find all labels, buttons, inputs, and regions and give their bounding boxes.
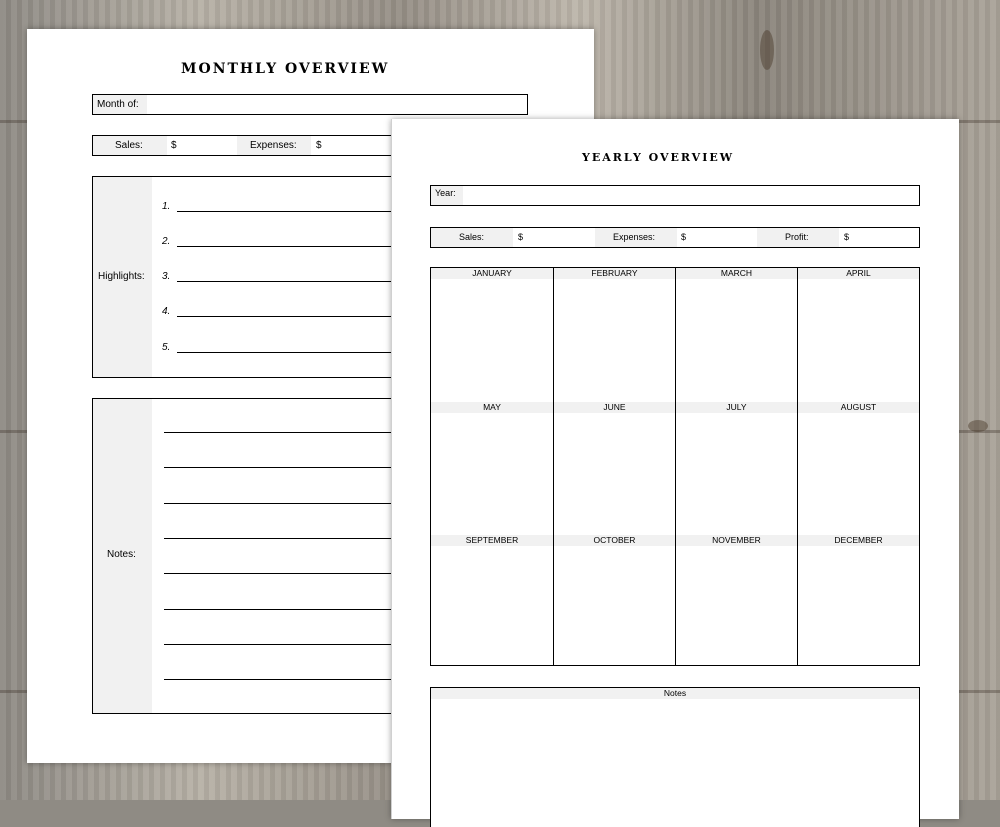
month-label: APRIL [798, 268, 919, 279]
yearly-notes-section[interactable] [430, 687, 920, 827]
monthly-notes-label: Notes: [107, 549, 136, 560]
yearly-totals-row [430, 227, 920, 248]
month-label: MAY [431, 402, 553, 413]
month-label: MARCH [676, 268, 797, 279]
month-cell-march[interactable] [676, 268, 797, 402]
month-cell-april[interactable] [798, 268, 919, 402]
year-label: Year: [435, 188, 456, 198]
highlights-label: Highlights: [98, 271, 145, 282]
month-cell-november[interactable] [676, 535, 797, 665]
month-cell-february[interactable] [554, 268, 675, 402]
yearly-overview-page [391, 119, 959, 819]
highlight-number: 1. [162, 201, 171, 212]
highlight-number: 2. [162, 236, 171, 247]
wood-knot [968, 420, 988, 432]
month-label: OCTOBER [554, 535, 675, 546]
yearly-notes-label: Notes [431, 688, 919, 699]
yearly-sales-label: Sales: [459, 232, 485, 242]
month-cell-september[interactable] [431, 535, 553, 665]
highlight-number: 3. [162, 271, 171, 282]
month-of-label: Month of: [97, 99, 139, 110]
month-cell-january[interactable] [431, 268, 553, 402]
month-label: JANUARY [431, 268, 553, 279]
month-label: JUNE [554, 402, 675, 413]
month-cell-may[interactable] [431, 402, 553, 535]
month-label: NOVEMBER [676, 535, 797, 546]
year-field[interactable] [430, 185, 920, 206]
month-cell-october[interactable] [554, 535, 675, 665]
month-of-field[interactable] [92, 94, 528, 115]
yearly-title: YEARLY OVERVIEW [582, 151, 735, 164]
month-label: FEBRUARY [554, 268, 675, 279]
monthly-sales-input[interactable]: $ [171, 140, 177, 151]
monthly-sales-label: Sales: [115, 140, 143, 151]
yearly-profit-label: Profit: [785, 232, 809, 242]
yearly-expenses-input[interactable]: $ [681, 232, 687, 242]
wood-knot [760, 30, 774, 70]
month-label: DECEMBER [798, 535, 919, 546]
yearly-profit-input[interactable]: $ [844, 232, 850, 242]
month-label: JULY [676, 402, 797, 413]
monthly-title: MONTHLY OVERVIEW [181, 61, 390, 77]
month-cell-august[interactable] [798, 402, 919, 535]
highlight-number: 5. [162, 342, 171, 353]
monthly-expenses-input[interactable]: $ [316, 140, 322, 151]
month-cell-december[interactable] [798, 535, 919, 665]
monthly-expenses-label: Expenses: [250, 140, 297, 151]
month-label: SEPTEMBER [431, 535, 553, 546]
yearly-expenses-label: Expenses: [613, 232, 656, 242]
yearly-sales-input[interactable]: $ [518, 232, 524, 242]
highlight-number: 4. [162, 306, 171, 317]
month-cell-june[interactable] [554, 402, 675, 535]
month-label: AUGUST [798, 402, 919, 413]
month-cell-july[interactable] [676, 402, 797, 535]
month-grid [430, 267, 920, 666]
